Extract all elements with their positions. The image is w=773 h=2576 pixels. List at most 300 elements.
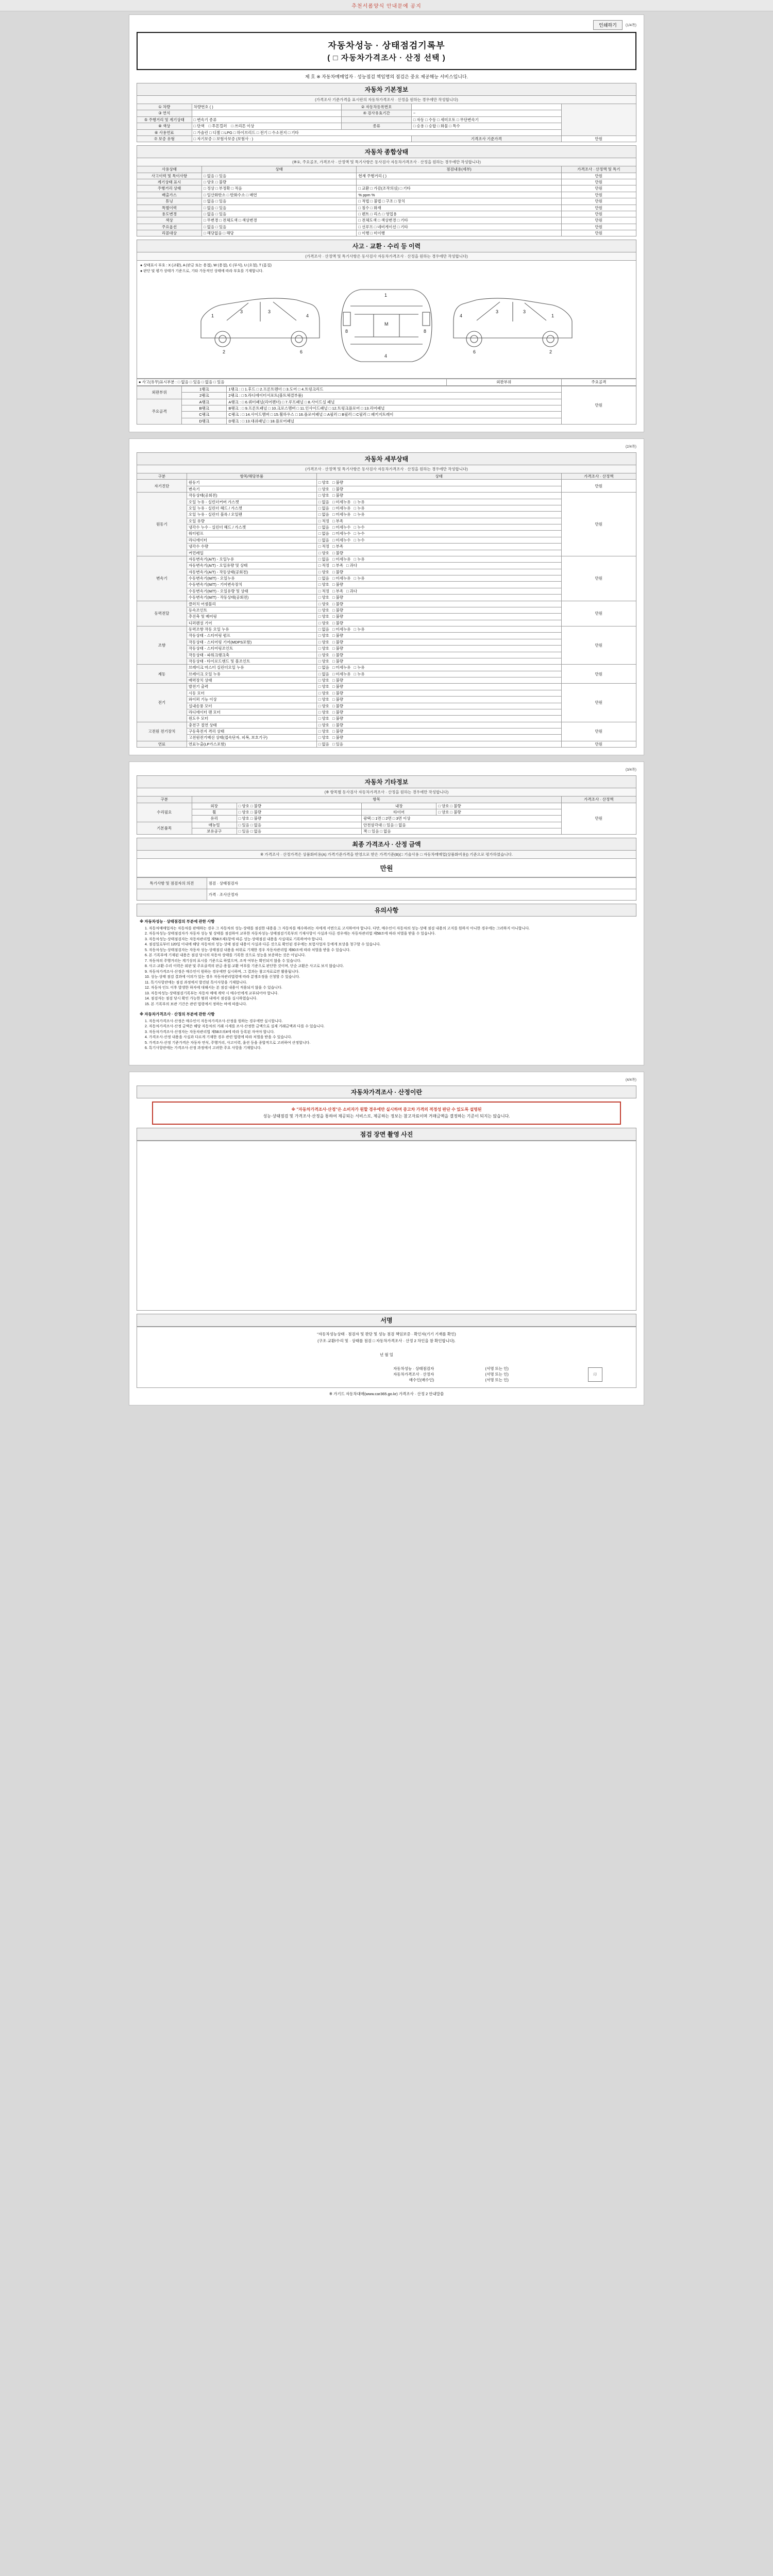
etc-amount[interactable]: 만원 bbox=[561, 803, 636, 835]
detail-state-option[interactable]: □ 불량 bbox=[332, 716, 344, 721]
detail-state-option[interactable]: □ 미세누유 bbox=[332, 505, 351, 511]
detail-state-cell[interactable] bbox=[316, 595, 561, 601]
detail-state-option[interactable]: □ 없음 bbox=[318, 627, 329, 632]
svg-text:1: 1 bbox=[211, 313, 214, 319]
detail-state-option[interactable]: □ 양호 bbox=[318, 486, 329, 492]
section-etc-title: 자동차 기타정보 bbox=[137, 775, 636, 788]
basic-price-label: 기격조사 기준가격 bbox=[411, 135, 561, 142]
detail-state-option[interactable]: □ 불량 bbox=[332, 646, 344, 651]
overall-key: 특별이력 bbox=[137, 205, 202, 211]
cautions-item: 2. 자동차성능·상태점검자가 자동차 성능 및 상태를 점검하여 교부한 자동차성능·상태점검기록부의 기재사항이 사실과 다른 경우에는 자동차관리법 제58조에 따라 처벌을 받을 수 있습니다. bbox=[145, 932, 436, 936]
detail-state-cell[interactable] bbox=[316, 544, 561, 550]
detail-state-cell[interactable] bbox=[316, 722, 561, 728]
detail-amount[interactable]: 만원 bbox=[561, 556, 636, 601]
detail-state-cell[interactable] bbox=[316, 684, 561, 690]
detail-state-option[interactable]: □ 과다 bbox=[346, 588, 358, 594]
detail-state-option[interactable]: □ 양호 bbox=[318, 697, 329, 702]
overall-key: 배출가스 bbox=[137, 192, 202, 198]
detail-state-option[interactable]: □ 양호 bbox=[318, 620, 329, 625]
etc-state-tri[interactable]: 안전삼각대 □ 있음 □ 없음 bbox=[362, 822, 562, 828]
detail-state-option[interactable]: □ 있음 bbox=[332, 741, 344, 747]
table-row bbox=[137, 601, 636, 607]
basic-row-label: ⑤ 주행거리 및 계기상태 bbox=[137, 116, 192, 123]
detail-state-option[interactable]: □ 없음 bbox=[318, 665, 329, 670]
overall-amount[interactable]: 만원 bbox=[561, 173, 636, 179]
detail-state-option[interactable]: □ 부족 bbox=[332, 588, 344, 594]
photo-area[interactable] bbox=[137, 1141, 636, 1311]
detail-state-option[interactable]: □ 불량 bbox=[332, 735, 344, 740]
table-header-row bbox=[137, 473, 636, 480]
detail-amount[interactable]: 만원 bbox=[561, 480, 636, 493]
detail-item-label: 오일 유량 bbox=[187, 518, 316, 524]
detail-state-option[interactable]: □ 불량 bbox=[332, 722, 344, 727]
detail-item-label: 수동변속기(M/T) - 작동상태(공회전) bbox=[187, 595, 316, 601]
basic-row-label2: ④ 검사유효기간 bbox=[342, 110, 412, 116]
overall-state[interactable]: □ 해당없음 □ 해당 bbox=[201, 230, 356, 236]
detail-state-option[interactable]: □ 양호 bbox=[318, 550, 329, 555]
detail-state-option[interactable]: □ 불량 bbox=[332, 614, 344, 619]
detail-state-option[interactable]: □ 없음 bbox=[318, 525, 329, 530]
overall-detail[interactable]: □ 전체도색 □ 색상변경 □ 기타 bbox=[357, 217, 561, 224]
detail-item-label: 동력조향 작동 오일 누유 bbox=[187, 626, 316, 633]
detail-state-option[interactable]: □ 양호 bbox=[318, 646, 329, 651]
overall-amount[interactable]: 만원 bbox=[561, 198, 636, 205]
overall-amount[interactable]: 만원 bbox=[561, 205, 636, 211]
detail-state-option[interactable]: □ 불량 bbox=[332, 709, 344, 715]
detail-state-option[interactable]: □ 불량 bbox=[332, 658, 344, 664]
overall-key: 사고이력 및 특이사항 bbox=[137, 173, 202, 179]
basic-price-value[interactable]: 만원 bbox=[561, 135, 636, 142]
detail-state-option[interactable]: □ 양호 bbox=[318, 678, 329, 683]
overall-key: 색상 bbox=[137, 217, 202, 224]
frame-rank-c[interactable]: C랭크 : □ 14.사이드멤버 □ 15.휠하우스 □ 16.플로어패널 □ A필러 □ B필러 □ C필러 □ 패키지트레이 bbox=[227, 412, 561, 418]
overall-amount[interactable]: 만원 bbox=[561, 211, 636, 217]
table-row bbox=[137, 185, 636, 192]
detail-item-label: 라디에이터 팬 모터 bbox=[187, 709, 316, 715]
detail-state-option[interactable]: □ 적정 bbox=[318, 563, 329, 568]
color-opt-2[interactable]: □ 쓰리톤 이상 bbox=[231, 124, 255, 129]
signature-table bbox=[141, 1366, 632, 1383]
detail-group-label: 고전원 전기장치 bbox=[137, 722, 187, 741]
memo-inspector-line[interactable]: 점검 · 상태점검자 bbox=[207, 878, 636, 889]
detail-state-cell[interactable] bbox=[316, 575, 561, 582]
detail-state-cell[interactable] bbox=[316, 563, 561, 569]
detail-state-cell[interactable] bbox=[316, 677, 561, 684]
detail-state-cell[interactable] bbox=[316, 639, 561, 645]
overall-key: 주행거리 상태 bbox=[137, 185, 202, 192]
detail-item-label: 브레이크 오일 누유 bbox=[187, 671, 316, 677]
detail-state-option[interactable]: □ 불량 bbox=[332, 678, 344, 683]
detail-state-cell[interactable] bbox=[316, 582, 561, 588]
diagram-canvas bbox=[137, 274, 636, 376]
overall-amount[interactable]: 만원 bbox=[561, 185, 636, 192]
svg-text:3: 3 bbox=[268, 309, 271, 315]
detail-state-option[interactable]: □ 불량 bbox=[332, 620, 344, 625]
detail-state-option[interactable]: □ 누유 bbox=[354, 665, 365, 670]
overall-state[interactable]: □ 없음 □ 있음 bbox=[201, 198, 356, 205]
detail-state-option[interactable]: □ 없음 bbox=[318, 556, 329, 562]
detail-amount[interactable]: 만원 bbox=[561, 493, 636, 556]
detail-state-option[interactable]: □ 누유 bbox=[354, 576, 365, 581]
detail-state-option[interactable]: □ 부족 bbox=[332, 544, 344, 549]
detail-amount[interactable]: 만원 bbox=[561, 741, 636, 747]
etc-state-a[interactable]: □ 양호 □ 불량 bbox=[237, 809, 361, 815]
detail-state-option[interactable]: □ 양호 bbox=[318, 633, 329, 638]
basic-fuel-options[interactable]: □ 가솔린 □ 디젤 □ LPG □ 하이브리드 □ 전기 □ 수소전지 □ 기타 bbox=[192, 129, 561, 135]
etc-state-polish[interactable]: 광택 □ 1면 □ 2면 □ 3면 이상 bbox=[362, 816, 562, 822]
detail-state-option[interactable]: □ 양호 bbox=[318, 690, 329, 696]
rank-label-a: A랭크 bbox=[182, 399, 227, 405]
table-row bbox=[137, 211, 636, 217]
cautions-item: 13. 자동차성능·상태점검기록부는 자동차 매매 계약 시 매수인에게 교부되어야 합니다. bbox=[145, 991, 279, 995]
overall-detail[interactable]: □ 적법 □ 불법 □ 구조 □ 장치 bbox=[357, 198, 561, 205]
detail-state-option[interactable]: □ 양호 bbox=[318, 607, 329, 613]
detail-state-cell[interactable] bbox=[316, 512, 561, 518]
detail-state-option[interactable]: □ 없음 bbox=[318, 505, 329, 511]
detail-state-cell[interactable] bbox=[316, 671, 561, 677]
accident-result-line[interactable]: ● 사고(유무)표시부분 : □ 없음 □ 있음 □ 없음 □ 있음 bbox=[137, 379, 447, 385]
detail-state-cell[interactable] bbox=[316, 709, 561, 715]
overall-detail[interactable]: □ 교환 □ 가감(조작의심) □ 기타 bbox=[357, 185, 561, 192]
basic-type-options[interactable]: □ 승용 □ 승합 □ 화물 □ 특수 bbox=[411, 123, 561, 129]
detail-state-cell[interactable] bbox=[316, 493, 561, 499]
detail-state-option[interactable]: □ 누유 bbox=[354, 512, 365, 517]
detail-state-option[interactable]: □ 미세누유 bbox=[332, 665, 351, 670]
detail-item-label: 자동변속기(A/T) - 작동상태(공회전) bbox=[187, 569, 316, 575]
detail-state-cell[interactable] bbox=[316, 716, 561, 722]
detail-state-option[interactable]: □ 양호 bbox=[318, 703, 329, 708]
detail-state-option[interactable]: □ 없음 bbox=[318, 531, 329, 536]
detail-state-option[interactable]: □ 양호 bbox=[318, 480, 329, 485]
detail-state-cell[interactable] bbox=[316, 518, 561, 524]
detail-item-label: 냉각수 수량 bbox=[187, 544, 316, 550]
detail-amount[interactable]: 만원 bbox=[561, 601, 636, 626]
detail-state-option[interactable]: □ 불량 bbox=[332, 697, 344, 702]
detail-state-option[interactable]: □ 양호 bbox=[318, 735, 329, 740]
detail-state-option[interactable]: □ 불량 bbox=[332, 493, 344, 498]
detail-state-option[interactable]: □ 미세누유 bbox=[332, 556, 351, 562]
sign-date-line[interactable]: 년 월 일 bbox=[380, 1352, 393, 1357]
detail-state-cell[interactable] bbox=[316, 665, 561, 671]
detail-state-option[interactable]: □ 불량 bbox=[332, 703, 344, 708]
page-number-1: (1/4쪽) bbox=[625, 23, 636, 27]
page-number-3: (3/4쪽) bbox=[625, 768, 636, 772]
detail-state-option[interactable]: □ 불량 bbox=[332, 690, 344, 696]
svg-text:2: 2 bbox=[549, 349, 552, 355]
basic-row-a[interactable]: 차량번호 ( ) bbox=[192, 104, 342, 110]
overall-state[interactable]: □ 없음 □ 있음 bbox=[201, 211, 356, 217]
detail-state-cell[interactable] bbox=[316, 556, 561, 562]
cautions-item: 12. 자동차 인도 이후 발생한 하자에 대해서는 본 점검 내용이 적용되지 않을 수 있습니다. bbox=[145, 986, 282, 990]
cautions-item: 6. 특기사항란에는 가격조사·산정 과정에서 고려한 주요 사항을 기재합니다. bbox=[145, 1046, 262, 1050]
etc-group-basic: 기본품목 bbox=[137, 822, 192, 835]
detail-state-cell[interactable] bbox=[316, 524, 561, 531]
detail-state-option[interactable]: □ 양호 bbox=[318, 569, 329, 574]
detail-state-cell[interactable] bbox=[316, 607, 561, 613]
detail-state-option[interactable]: □ 미세누수 bbox=[332, 525, 351, 530]
detail-state-option[interactable]: □ 없음 bbox=[318, 537, 329, 543]
detail-state-option[interactable]: □ 없음 bbox=[318, 512, 329, 517]
svg-text:2: 2 bbox=[223, 349, 226, 355]
detail-amount[interactable]: 만원 bbox=[561, 665, 636, 684]
detail-state-option[interactable]: □ 양호 bbox=[318, 729, 329, 734]
accident-result-table bbox=[137, 379, 636, 385]
detail-state-option[interactable]: □ 불량 bbox=[332, 607, 344, 613]
cautions-item: 7. 자동차의 주행거리는 계기상의 표시를 기준으로 하였으며, 조작 여부는 확인되지 않을 수 있습니다. bbox=[145, 959, 301, 963]
detail-state-option[interactable]: □ 부족 bbox=[332, 518, 344, 523]
section-accident-note: (가격조사 · 산정액 및 특기사항은 동사검사 자동차가격조사 · 산정을 원하는 경우에만 작성합니다) bbox=[137, 252, 636, 260]
table-row bbox=[137, 665, 636, 671]
section-basic-note: (가격조사 기준가격을 표시란의 자동차가격조사 · 산정을 원하는 경우에만 작성합니다) bbox=[137, 96, 636, 104]
table-row bbox=[137, 230, 636, 236]
detail-state-option[interactable]: □ 불량 bbox=[332, 569, 344, 574]
overall-state[interactable]: □ 무변경 □ 전체도색 □ 색상변경 bbox=[201, 217, 356, 224]
detail-state-option[interactable]: □ 없음 bbox=[318, 576, 329, 581]
detail-group-label: 연료 bbox=[137, 741, 187, 747]
cautions-item: 8. 사고·교환·수리 이력은 외판 및 주요골격의 판금·용접·교환 여부를 기준으로 판단한 것이며, 단순 교환은 사고로 보지 않습니다. bbox=[145, 964, 344, 969]
detail-state-option[interactable]: □ 양호 bbox=[318, 652, 329, 657]
detail-state-option[interactable]: □ 누유 bbox=[354, 556, 365, 562]
basic-type-label: 종류 bbox=[342, 123, 412, 129]
detail-state-option[interactable]: □ 양호 bbox=[318, 684, 329, 689]
detail-state-option[interactable]: □ 양호 bbox=[318, 709, 329, 715]
detail-state-option[interactable]: □ 양호 bbox=[318, 614, 329, 619]
overall-detail[interactable]: □ 렌트 □ 리스 □ 영업용 bbox=[357, 211, 561, 217]
overall-state[interactable]: □ 없음 □ 있음 bbox=[201, 173, 356, 179]
overall-detail[interactable] bbox=[357, 179, 561, 185]
detail-state-option[interactable]: □ 양호 bbox=[318, 595, 329, 600]
final-price-amount[interactable]: 만원 bbox=[137, 858, 636, 877]
overall-detail[interactable]: □ 침수 □ 화재 bbox=[357, 205, 561, 211]
overall-state[interactable]: □ 양호 □ 불량 bbox=[201, 179, 356, 185]
frame-group-label: 주요골격 bbox=[137, 399, 182, 425]
etc-state-b[interactable]: □ 양호 □ 불량 bbox=[436, 809, 561, 815]
basic-row-label: ③ 연식 bbox=[137, 110, 192, 116]
memo-appraiser-line[interactable]: 가격 · 조사산정자 bbox=[207, 889, 636, 901]
overall-detail[interactable]: % ppm % bbox=[357, 192, 561, 198]
detail-state-cell[interactable] bbox=[316, 480, 561, 486]
print-button[interactable]: 인쇄하기 bbox=[593, 20, 623, 30]
detail-state-option[interactable]: □ 미세누수 bbox=[332, 537, 351, 543]
detail-state-option[interactable]: □ 없음 bbox=[318, 741, 329, 747]
svg-text:4: 4 bbox=[306, 313, 309, 319]
detail-state-option[interactable]: □ 미세누유 bbox=[332, 499, 351, 504]
seal-box[interactable] bbox=[558, 1366, 632, 1383]
detail-state-cell[interactable] bbox=[316, 531, 561, 537]
car-damage-diagram[interactable] bbox=[137, 260, 636, 379]
etc-item-b: 타이어 bbox=[362, 809, 436, 815]
overall-state[interactable]: □ 없음 □ 있음 bbox=[201, 224, 356, 230]
detail-state-cell[interactable] bbox=[316, 620, 561, 626]
color-opt-0[interactable]: □ 단색 bbox=[193, 124, 205, 129]
detail-state-option[interactable]: □ 양호 bbox=[318, 601, 329, 606]
detail-state-option[interactable]: □ 미세누유 bbox=[332, 671, 351, 676]
basic-row-b[interactable]: □ 자동 □ 수동 □ 세미오토 □ 무단변속기 bbox=[411, 116, 561, 123]
overall-state[interactable]: □ 일산화탄소 □ 탄화수소 □ 매연 bbox=[201, 192, 356, 198]
overall-state[interactable]: □ 없음 □ 있음 bbox=[201, 205, 356, 211]
basic-warranty[interactable]: □ 자기보증 □ 보험사보증 (보험사 : ) bbox=[192, 135, 411, 142]
detail-state-cell[interactable] bbox=[316, 537, 561, 543]
basic-row-label: ⑥ 사용연료 bbox=[137, 129, 192, 135]
etc-state-a[interactable]: □ 양호 □ 불량 bbox=[237, 816, 361, 822]
detail-state-option[interactable]: □ 적정 bbox=[318, 518, 329, 523]
detail-state-cell[interactable] bbox=[316, 614, 561, 620]
legend-line-0: ● 상태표시 부호 : X (교환), A (판금 또는 용접), W (용접), C (부식), U (요철), T (흠집) bbox=[140, 264, 272, 268]
sign-value-0[interactable]: (서명 또는 인) bbox=[485, 1366, 509, 1371]
basic-row-label2 bbox=[342, 116, 412, 123]
detail-state-option[interactable]: □ 불량 bbox=[332, 729, 344, 734]
outer-rank-1[interactable]: 1랭크 : □ 1.후드 □ 2.프론트펜더 □ 3.도어 □ 4.트렁크리드 bbox=[227, 386, 561, 392]
detail-amount[interactable]: 만원 bbox=[561, 626, 636, 665]
page-footer: ※ 가기드 자동차대매(www.car365.go.kr) 가격조사 · 산정 2 안내말씀 bbox=[329, 1391, 444, 1396]
color-opt-1[interactable]: □ 투톤컬러 bbox=[208, 124, 227, 129]
sign-value-1[interactable]: (서명 또는 인) bbox=[485, 1372, 509, 1377]
detail-state-cell[interactable] bbox=[316, 697, 561, 703]
detail-item-label: 커먼레일 bbox=[187, 550, 316, 556]
detail-state-option[interactable]: □ 누수 bbox=[354, 531, 365, 536]
section-overall-note: (※①, 주요골조, 가격조사 · 산정액 및 특기사항은 동사검사 자동차가격조사 · 산정을 원하는 경우에만 작성합니다) bbox=[137, 158, 636, 166]
detail-state-option[interactable]: □ 불량 bbox=[332, 595, 344, 600]
overall-detail[interactable]: □ 선루프 □ 네비게이션 □ 기타 bbox=[357, 224, 561, 230]
detail-state-option[interactable]: □ 미세누유 bbox=[332, 576, 351, 581]
detail-state-cell[interactable] bbox=[316, 728, 561, 735]
detail-state-option[interactable]: □ 누유 bbox=[354, 671, 365, 676]
detail-state-option[interactable]: □ 누수 bbox=[354, 525, 365, 530]
detail-state-option[interactable]: □ 미세누유 bbox=[332, 627, 351, 632]
detail-state-option[interactable]: □ 적정 bbox=[318, 588, 329, 594]
detail-state-cell[interactable] bbox=[316, 505, 561, 511]
seal-icon: 印 bbox=[588, 1367, 602, 1382]
detail-state-cell[interactable] bbox=[316, 658, 561, 664]
memo-label-2 bbox=[137, 889, 207, 901]
detail-state-cell[interactable] bbox=[316, 588, 561, 594]
outer-group-label: 외판부위 bbox=[137, 386, 182, 399]
overall-state[interactable]: □ 정상 □ 부정확 □ 적음 bbox=[201, 185, 356, 192]
detail-state-cell[interactable] bbox=[316, 569, 561, 575]
accident-amount[interactable]: 만원 bbox=[561, 386, 636, 424]
overall-amount[interactable]: 만원 bbox=[561, 179, 636, 185]
overall-amount[interactable]: 만원 bbox=[561, 230, 636, 236]
detail-state-option[interactable]: □ 불량 bbox=[332, 652, 344, 657]
etc-state-a[interactable]: □ 양호 □ 불량 bbox=[237, 803, 361, 809]
signature-box bbox=[137, 1327, 636, 1387]
page-4 bbox=[129, 1072, 644, 1405]
detail-state-option[interactable]: □ 양호 bbox=[318, 639, 329, 645]
detail-state-cell[interactable] bbox=[316, 626, 561, 633]
overall-table bbox=[137, 166, 636, 236]
overall-amount[interactable]: 만원 bbox=[561, 192, 636, 198]
detail-state-option[interactable]: □ 불량 bbox=[332, 684, 344, 689]
detail-state-cell[interactable] bbox=[316, 735, 561, 741]
detail-state-option[interactable]: □ 불량 bbox=[332, 633, 344, 638]
detail-item-label: 충전구 절연 상태 bbox=[187, 722, 316, 728]
etc-state-a[interactable]: □ 있음 □ 없음 bbox=[237, 822, 361, 828]
frame-rank-a[interactable]: A랭크 : □ 6.쿼터패널(리어펜더) □ 7.루프패널 □ 8.사이드실 패널 bbox=[227, 399, 561, 405]
detail-state-option[interactable]: □ 양호 bbox=[318, 493, 329, 498]
detail-state-cell[interactable] bbox=[316, 486, 561, 492]
section-detail-title: 자동차 세부상태 bbox=[137, 452, 636, 465]
detail-state-option[interactable]: □ 양호 bbox=[318, 582, 329, 587]
overall-detail[interactable]: □ 이행 □ 미이행 bbox=[357, 230, 561, 236]
detail-item-label: 수동변속기(M/T) - 기어변속장치 bbox=[187, 582, 316, 588]
svg-text:8: 8 bbox=[345, 329, 348, 334]
etc-state-b[interactable]: □ 양호 □ 불량 bbox=[436, 803, 561, 809]
detail-state-cell[interactable] bbox=[316, 499, 561, 505]
detail-state-option[interactable]: □ 불량 bbox=[332, 486, 344, 492]
detail-state-option[interactable]: □ 부족 bbox=[332, 563, 344, 568]
detail-state-option[interactable]: □ 양호 bbox=[318, 658, 329, 664]
detail-state-cell[interactable] bbox=[316, 646, 561, 652]
table-row bbox=[137, 198, 636, 205]
detail-state-option[interactable]: □ 없음 bbox=[318, 499, 329, 504]
frame-rank-d[interactable]: D랭크 : □ 13.대쉬패널 □ 18.플로어패널 bbox=[227, 418, 561, 424]
detail-state-option[interactable]: □ 누유 bbox=[354, 499, 365, 504]
frame-rank-b[interactable]: B랭크 : □ 9.프론트패널 □ 10.크로스멤버 □ 11.인사이드패널 □ 12.트렁크플로어 □ 13.리어패널 bbox=[227, 405, 561, 411]
detail-group-label: 원동기 bbox=[137, 493, 187, 556]
detail-state-option[interactable]: □ 적정 bbox=[318, 544, 329, 549]
detail-item-label: 윈도우 모터 bbox=[187, 716, 316, 722]
detail-state-option[interactable]: □ 불량 bbox=[332, 582, 344, 587]
detail-state-option[interactable]: □ 과다 bbox=[346, 563, 358, 568]
basic-row-a[interactable]: □ 변속기 종류 bbox=[192, 116, 342, 123]
basic-row-b[interactable] bbox=[411, 104, 561, 110]
sign-value-2[interactable]: (서명 또는 인) bbox=[485, 1378, 509, 1383]
detail-state-cell[interactable] bbox=[316, 652, 561, 658]
detail-state-option[interactable]: □ 불량 bbox=[332, 639, 344, 645]
cautions-item: 5. 자동차성능·상태점검자는 자동차 성능·상태점검 내용을 허위로 기재한 경우 자동차관리법 제80조에 따라 처벌을 받을 수 있습니다. bbox=[145, 948, 351, 952]
table-row bbox=[137, 205, 636, 211]
detail-state-cell[interactable] bbox=[316, 550, 561, 556]
detail-state-option[interactable]: □ 불량 bbox=[332, 601, 344, 606]
detail-state-option[interactable]: □ 누수 bbox=[354, 537, 365, 543]
etc-item-b: 내장 bbox=[362, 803, 436, 809]
table-row bbox=[137, 224, 636, 230]
detail-state-option[interactable]: □ 불량 bbox=[332, 480, 344, 485]
basic-side-label bbox=[561, 104, 636, 136]
detail-table bbox=[137, 473, 636, 748]
detail-state-option[interactable]: □ 누유 bbox=[354, 627, 365, 632]
detail-state-cell[interactable] bbox=[316, 690, 561, 696]
detail-amount[interactable]: 만원 bbox=[561, 722, 636, 741]
detail-state-option[interactable]: □ 없음 bbox=[318, 671, 329, 676]
outer-rank-2[interactable]: 2랭크 : □ 5.라디에이터서포트(볼트체결부품) bbox=[227, 393, 561, 399]
etc-state-a[interactable]: □ 있음 □ 없음 bbox=[237, 828, 361, 835]
basic-row-a[interactable] bbox=[192, 110, 342, 116]
signature-section-title: 서명 bbox=[137, 1314, 636, 1327]
detail-state-option[interactable]: □ 불량 bbox=[332, 550, 344, 555]
detail-item-label: 수동변속기(M/T) - 오일누유 bbox=[187, 575, 316, 582]
page-1 bbox=[129, 14, 644, 432]
detail-state-option[interactable]: □ 양호 bbox=[318, 722, 329, 727]
detail-state-cell[interactable] bbox=[316, 633, 561, 639]
etc-state-jack[interactable]: 잭 □ 있음 □ 없음 bbox=[362, 828, 562, 835]
detail-state-option[interactable]: □ 양호 bbox=[318, 716, 329, 721]
detail-state-cell[interactable] bbox=[316, 741, 561, 747]
detail-state-option[interactable]: □ 미세누수 bbox=[332, 531, 351, 536]
detail-state-cell[interactable] bbox=[316, 601, 561, 607]
detail-state-option[interactable]: □ 누유 bbox=[354, 505, 365, 511]
basic-row-b[interactable]: ~ bbox=[411, 110, 561, 116]
overall-key: 계기상태 표시 bbox=[137, 179, 202, 185]
basic-color-options[interactable] bbox=[192, 123, 342, 129]
overall-detail[interactable]: 현재 주행거리 ( ) bbox=[357, 173, 561, 179]
detail-state-option[interactable]: □ 미세누유 bbox=[332, 512, 351, 517]
overall-amount[interactable]: 만원 bbox=[561, 217, 636, 224]
detail-state-cell[interactable] bbox=[316, 703, 561, 709]
detail-amount[interactable]: 만원 bbox=[561, 684, 636, 722]
overall-amount[interactable]: 만원 bbox=[561, 224, 636, 230]
appraisal-explain-box bbox=[152, 1101, 621, 1125]
